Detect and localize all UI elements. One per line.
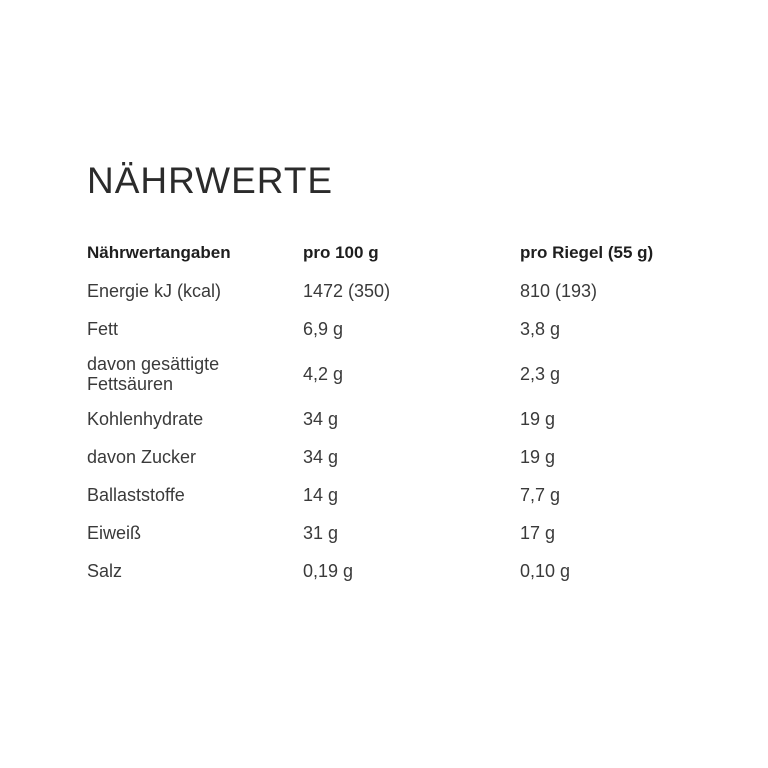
table-row-zucker (87, 438, 687, 476)
value-per-100g: 6,9 g (303, 318, 344, 339)
value-per-100g: 31 g (303, 522, 339, 543)
nutrient-label: davon Zucker (87, 446, 197, 467)
table-row-fett (87, 310, 687, 348)
value-per-100g: 14 g (303, 484, 339, 505)
value-per-riegel: 2,3 g (520, 363, 561, 384)
nutrient-label: davon gesättigte Fettsäuren (87, 353, 220, 394)
table-header-row (87, 234, 687, 272)
value-per-riegel: 0,10 g (520, 560, 571, 581)
column-header-per-100g: pro 100 g (303, 243, 379, 263)
value-per-100g: 1472 (350) (303, 280, 391, 301)
table-row-salz (87, 552, 687, 590)
value-per-riegel: 3,8 g (520, 318, 561, 339)
value-per-riegel: 19 g (520, 446, 556, 467)
section-title: NÄHRWERTE (87, 160, 334, 201)
table-row-ballaststoffe (87, 476, 687, 514)
table-row-kohlenhydrate (87, 400, 687, 438)
value-per-riegel: 17 g (520, 522, 556, 543)
nutrient-label: Ballaststoffe (87, 484, 185, 505)
column-header-nutrient: Nährwertangaben (87, 243, 231, 263)
nutrition-table (87, 234, 687, 590)
value-per-100g: 0,19 g (303, 560, 354, 581)
nutrient-label: Eiweiß (87, 522, 142, 543)
table-row-gesaettigte-fettsaeuren (87, 348, 687, 400)
nutrient-label: Kohlenhydrate (87, 408, 204, 429)
nutrient-label: Energie kJ (kcal) (87, 280, 222, 301)
value-per-riegel: 19 g (520, 408, 556, 429)
nutrient-label: Salz (87, 560, 123, 581)
value-per-100g: 34 g (303, 446, 339, 467)
value-per-100g: 34 g (303, 408, 339, 429)
value-per-riegel: 7,7 g (520, 484, 561, 505)
nutrient-label: Fett (87, 318, 119, 339)
table-row-energie (87, 272, 687, 310)
value-per-riegel: 810 (193) (520, 280, 598, 301)
value-per-100g: 4,2 g (303, 363, 344, 384)
column-header-per-riegel: pro Riegel (55 g) (520, 243, 654, 263)
table-row-eiweiss (87, 514, 687, 552)
